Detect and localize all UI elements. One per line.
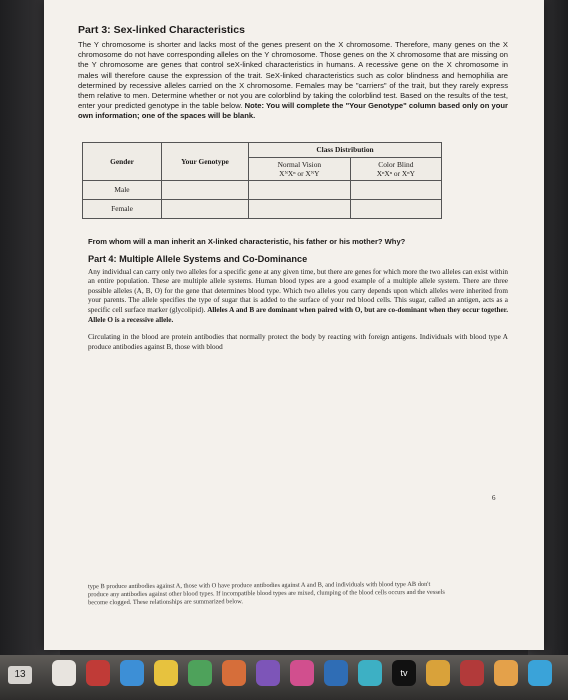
color-blind-genotype: XⁿXⁿ or XⁿY: [376, 168, 415, 178]
page-number: 6: [492, 494, 496, 502]
class-distribution-header: Class Distribution: [249, 142, 442, 157]
table-row: [83, 199, 442, 218]
app-icon-purple[interactable]: [256, 660, 280, 686]
gender-header: Gender: [83, 142, 162, 180]
color-blind-cell: [350, 157, 441, 180]
part4-text-1: Any individual can carry only two alleles for a specific gene at any given time, but there are genes for which more the two alleles can exist within an entire population. These are multiple allele systems. Human blood types are a good example of a multiple allele system. There are three possible alleles (A, B, O) for the gene that determines blood type. Which two alleles you carry depends upon which alleles were inherited from your parents. The allele specifies the type of sugar that is added to the surface of your red blood cells. This sugar, called an antigen, acts as a specific cell surface marker (glycolipid).: [88, 267, 508, 314]
app-icon-green[interactable]: [188, 660, 212, 686]
genotype-header: Your Genotype: [162, 142, 249, 180]
paper-sheet: [44, 0, 544, 650]
finder-icon[interactable]: [52, 660, 76, 686]
part3-title: Part 3: Sex-linked Characteristics: [78, 24, 245, 36]
male-genotype-cell[interactable]: [162, 180, 249, 199]
app-icon-pink[interactable]: [290, 660, 314, 686]
genotype-table: [82, 142, 442, 219]
part3-intro: [78, 40, 508, 122]
app-icon-darkred[interactable]: [460, 660, 484, 686]
question-text: From whom will a man inherit an X-linked characteristic, his father or his mother? Why?: [88, 236, 406, 246]
female-normal-cell: [249, 199, 351, 218]
normal-vision-cell: [249, 157, 351, 180]
part4-bold-text: Alleles A and B are dominant when paired with O, but are co-dominant when they occur together. Allele O is a recessive allele.: [88, 306, 508, 324]
app-icon-yellow[interactable]: [154, 660, 178, 686]
calendar-badge[interactable]: 13: [8, 666, 32, 684]
color-blind-label: Color Blind: [378, 159, 414, 169]
part4-paragraph-1: [88, 268, 508, 326]
female-colorblind-cell: [350, 199, 441, 218]
male-colorblind-cell: [350, 180, 441, 199]
female-genotype-cell[interactable]: [162, 199, 249, 218]
app-icon-gold[interactable]: [426, 660, 450, 686]
female-label: Female: [83, 199, 162, 218]
app-icon-amber[interactable]: [494, 660, 518, 686]
app-icon-teal[interactable]: [358, 660, 382, 686]
normal-vision-genotype: XᴺXⁿ or XᴺY: [279, 168, 320, 178]
app-icon-red[interactable]: [86, 660, 110, 686]
app-icon-navy[interactable]: [324, 660, 348, 686]
part4-paragraph-2: Circulating in the blood are protein antibodies that normally protect the body by reacting with foreign antigens. Individuals with blood type A produce antibodies against B, those with blood: [88, 333, 508, 351]
part3-note: Note: You will complete the "Your Genotype" column based only on your own information; one of the spaces will be blank.: [78, 101, 508, 121]
part4-title: Part 4: Multiple Allele Systems and Co-Dominance: [88, 253, 308, 264]
part3-text: The Y chromosome is shorter and lacks most of the genes present on the X chromosome. Therefore, many genes on the X chromosome do not have corresponding alleles on the Y chromosome. Those genes on the X chromosome that are missing on the Y chromosome are genes that control seX-linked characteristics in humans. A recessive gene on the X chromosome in males will therefore cause the expression of the trait. SeX-linked characteristics such as color blindness and hemophilia are determined by recessive alleles carried on the X chromosome. Females may be "carriers" of the trait, but they rarely express them relative to men. Determine whether or not you are colorblind by taking the colorblind test. Based on the results of the test, enter your predicted genotype in the table below.: [78, 40, 508, 111]
page-content: [78, 24, 508, 502]
app-icon-blue[interactable]: [120, 660, 144, 686]
male-normal-cell: [249, 180, 351, 199]
next-page-text: type B produce antibodies against A, those with O have produce antibodies against A and B, and individuals with blood type AB don't produce any antibodies against other blood types. If incompatible blood types are mixed, clumping of the blood cells occurs and the vessels become clogged. These relationships are summarized below.: [87, 580, 445, 607]
app-icon-orange[interactable]: [222, 660, 246, 686]
normal-vision-label: Normal Vision: [277, 159, 322, 169]
app-store-icon[interactable]: [528, 660, 552, 686]
tv-app-icon[interactable]: tv: [392, 660, 416, 686]
table-row: [83, 180, 442, 199]
male-label: Male: [83, 180, 162, 199]
